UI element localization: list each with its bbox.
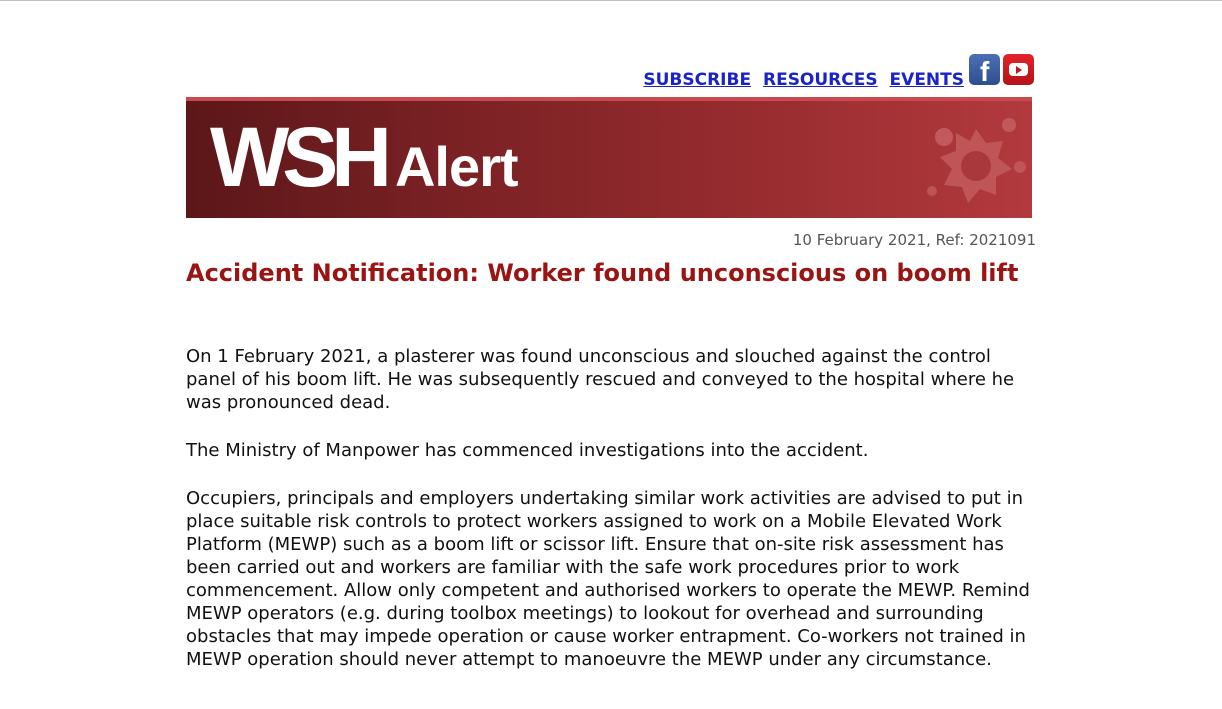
logo-wsh: WSH xyxy=(210,110,385,204)
facebook-icon[interactable] xyxy=(969,54,1000,85)
article-title: Accident Notification: Worker found unconscious on boom lift xyxy=(186,259,1019,287)
top-border xyxy=(0,0,1222,1)
top-navigation xyxy=(186,52,1036,92)
subscribe-link[interactable]: SUBSCRIBE xyxy=(643,70,752,90)
facebook-glyph: f xyxy=(980,56,990,87)
wsh-alert-logo xyxy=(210,110,518,204)
youtube-icon[interactable] xyxy=(1003,54,1034,85)
paragraph-advisory: Occupiers, principals and employers undertaking similar work activities are advised to put in place suitable risk controls to protect workers assigned to work on a Mobile Elevated Work Platform (MEWP) such as a boom lift or scissor lift. Ensure that on-site risk assessment has been carried out and workers are familiar with the safe work procedures prior to work commencement. Allow only competent and authorised workers to operate the MEWP. Remind MEWP operators (e.g. during toolbox meetings) to lookout for overhead and surrounding obstacles that may impede operation or cause worker entrapment. Co-workers not trained in MEWP operation should never attempt to manoeuvre the MEWP under any circumstance. xyxy=(186,488,1030,670)
issue-date-ref: 10 February 2021, Ref: 2021091 xyxy=(792,231,1036,249)
decorative-emblem-icon xyxy=(926,111,1026,211)
events-link[interactable]: EVENTS xyxy=(889,70,964,90)
wsh-alert-banner xyxy=(186,97,1032,218)
paragraph-incident: On 1 February 2021, a plasterer was found unconscious and slouched against the control panel of his boom lift. He was subsequently rescued and conveyed to the hospital where he was pronounced dead. xyxy=(186,346,1015,413)
nav-links xyxy=(637,70,964,90)
paragraph-investigation: The Ministry of Manpower has commenced investigations into the accident. xyxy=(186,440,869,461)
play-icon xyxy=(1016,66,1022,74)
resources-link[interactable]: RESOURCES xyxy=(762,70,878,90)
logo-alert: Alert xyxy=(394,135,518,198)
